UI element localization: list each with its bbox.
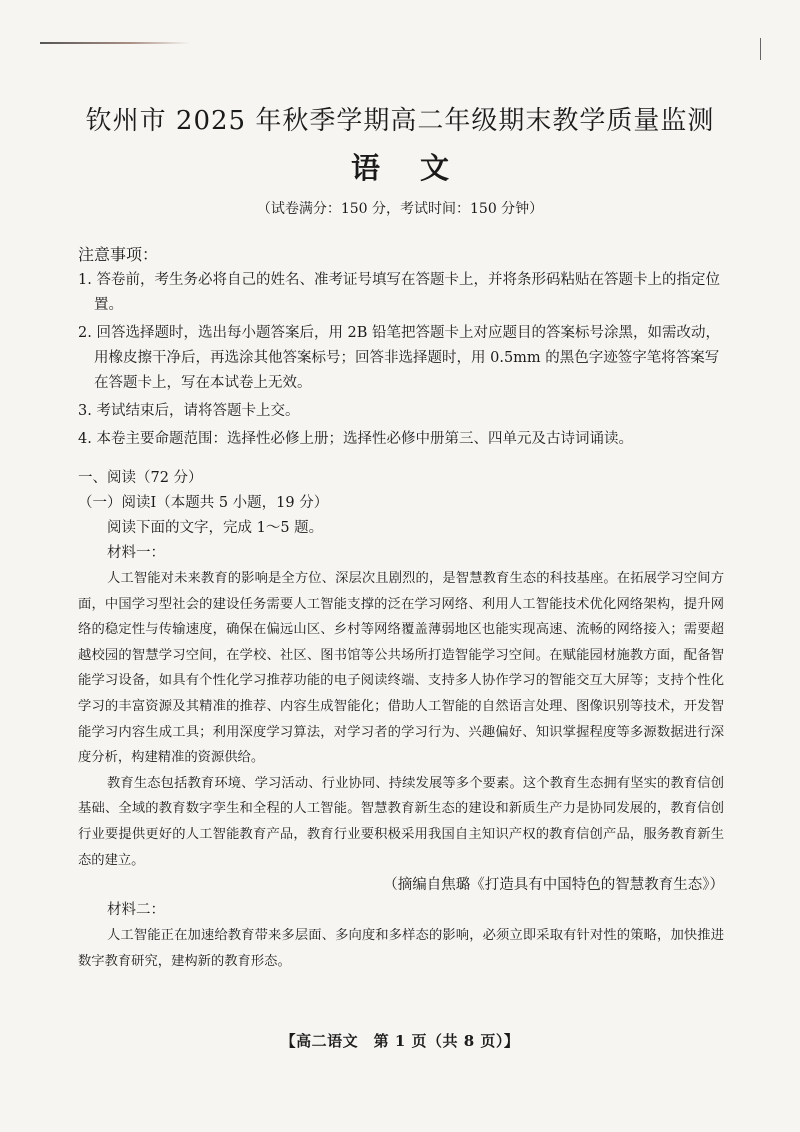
page-footer: 【高二语文 第 1 页（共 8 页）】 [280,1032,520,1050]
material-one-label: 材料一： [107,545,165,561]
notice-item: 4. 本卷主要命题范围：选择性必修上册；选择性必修中册第三、四单元及古诗词诵读。 [78,431,633,447]
notice-list [78,268,724,455]
notice-item: 1. 答卷前，考生务必将自己的姓名、准考证号填写在答题卡上，并将条形码粘贴在答题卡上的指定位置。 [78,272,720,313]
subject-title: 语文 [350,151,489,185]
material-two-label: 材料二： [107,902,165,919]
section-heading: 一、阅读（72 分） [78,470,203,486]
scan-artifact-mark [760,38,767,60]
scan-artifact-line [40,42,190,44]
material-one-source: （摘编自焦璐《打造具有中国特色的智慧教育生态》） [383,877,724,894]
exam-info: （试卷满分：150 分，考试时间：150 分钟） [256,201,544,217]
subsection-heading: （一）阅读Ⅰ（本题共 5 小题，19 分） [78,495,329,511]
reading-instruction: 阅读下面的文字，完成 1～5 题。 [107,520,324,536]
material-two-paragraph: 人工智能正在加速给教育带来多层面、多向度和多样态的影响，必须立即采取有针对性的策略，加快推进数字教育研究，建构新的教育形态。 [78,928,724,969]
notice-item: 3. 考试结束后，请将答题卡上交。 [78,403,300,419]
exam-title: 钦州市 2025 年秋季学期高二年级期末教学质量监测 [85,106,715,136]
notice-item: 2. 回答选择题时，选出每小题答案后，用 2B 铅笔把答题卡上对应题目的答案标号涂黑，如需改动，用橡皮擦干净后，再选涂其他答案标号；回答非选择题时，用 0.5mm 的黑色字迹签字笔将答案写在答题卡上，写在本试卷上无效。 [78,325,721,391]
material-one-paragraph: 人工智能对未来教育的影响是全方位、深层次且剧烈的，是智慧教育生态的科技基座。在拓展学习空间方面，中国学习型社会的建设任务需要人工智能支撑的泛在学习网络、利用人工智能技术优化网络架构，提升网络的稳定性与传输速度，确保在偏远山区、乡村等网络覆盖薄弱地区也能实现高速、流畅的网络接入；需要超越校园的智慧学习空间，在学校、社区、图书馆等公共场所打造智能学习空间。在赋能园材施教方面，配备智能学习设备，如具有个性化学习推荐功能的电子阅读终端、支持多人协作学习的智能交互大屏等；支持个性化学习的丰富资源及其精准的推荐、内容生成智能化；借助人工智能的自然语言处理、图像识别等技术，开发智能学习内容生成工具；利用深度学习算法，对学习者的学习行为、兴趣偏好、知识掌握程度等多源数据进行深度分析，构建精准的资源供给。 [78,571,724,766]
reading-section [78,466,724,974]
material-one-paragraph: 教育生态包括教育环境、学习活动、行业协同、持续发展等多个要素。这个教育生态拥有坚实的教育信创基础、全域的教育数字孪生和全程的人工智能。智慧教育新生态的建设和新质生产力是协同发展的，教育信创行业要提供更好的人工智能教育产品，教育行业要积极采用我国自主知识产权的教育信创产品，服务教育新生态的建立。 [78,775,724,868]
notice-heading: 注意事项： [78,245,159,264]
